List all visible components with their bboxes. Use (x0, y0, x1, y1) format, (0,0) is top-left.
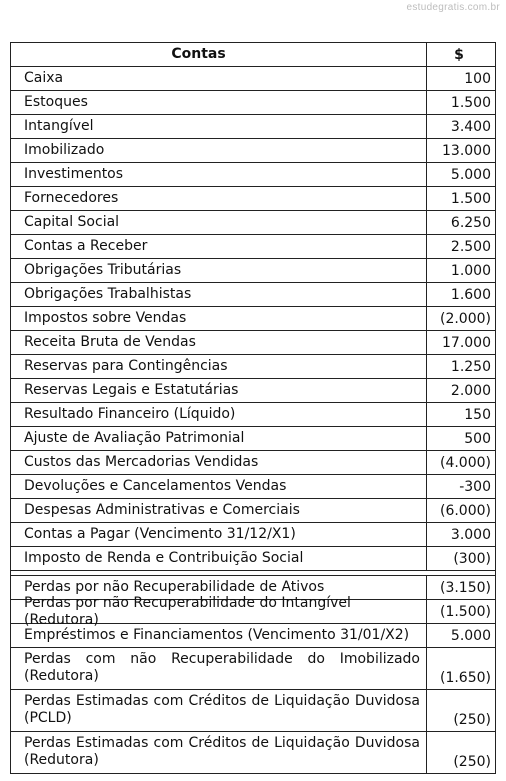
header-valor: $ (454, 46, 464, 63)
account-value: 5.000 (450, 166, 491, 183)
table-row (11, 163, 495, 187)
account-value: (6.000) (439, 502, 491, 519)
account-name (11, 235, 427, 258)
table-row (11, 187, 495, 211)
account-value: -300 (459, 478, 491, 495)
account-value: 13.000 (442, 142, 491, 159)
account-value: 3.000 (450, 526, 491, 543)
table-row (11, 648, 495, 690)
account-name-text: Imposto de Renda e Contribuição Social (24, 550, 304, 566)
account-value: 1.000 (450, 262, 491, 279)
account-name (11, 648, 427, 689)
account-value: 1.250 (450, 358, 491, 375)
table-row (11, 475, 495, 499)
account-name (11, 690, 427, 731)
account-name (11, 283, 427, 306)
account-name-text: Reservas para Contingências (24, 358, 228, 374)
account-name (11, 355, 427, 378)
account-value: 5.000 (450, 627, 491, 644)
account-value: 100 (464, 70, 491, 87)
account-name (11, 211, 427, 234)
account-name-text: Impostos sobre Vendas (24, 310, 187, 326)
table-row (11, 523, 495, 547)
table-row (11, 624, 495, 648)
table-row (11, 499, 495, 523)
account-name (11, 523, 427, 546)
account-name (11, 594, 427, 628)
table-row (11, 91, 495, 115)
account-value: 2.500 (450, 238, 491, 255)
account-value: 2.000 (450, 382, 491, 399)
account-name-text: Obrigações Trabalhistas (24, 286, 192, 302)
account-name-text: Ajuste de Avaliação Patrimonial (24, 430, 245, 446)
account-name-text: Perdas Estimadas com Créditos de Liquidação Duvidosa (Redutora) (24, 735, 420, 768)
account-name-text: Receita Bruta de Vendas (24, 334, 196, 350)
account-name-text: Perdas por não Recuperabilidade de Ativos (24, 579, 325, 595)
account-name-text: Contas a Pagar (Vencimento 31/12/X1) (24, 526, 296, 542)
table-row (11, 379, 495, 403)
account-name-text: Capital Social (24, 214, 120, 230)
account-name (11, 139, 427, 162)
account-name-text: Investimentos (24, 166, 124, 182)
account-name (11, 115, 427, 138)
table-row (11, 690, 495, 732)
account-value: 500 (464, 430, 491, 447)
account-value: (2.000) (439, 310, 491, 327)
account-name-text: Caixa (24, 70, 64, 86)
account-name-text: Custos das Mercadorias Vendidas (24, 454, 259, 470)
account-name-text: Resultado Financeiro (Líquido) (24, 406, 236, 422)
account-name (11, 259, 427, 282)
account-name-text: Estoques (24, 94, 88, 110)
account-value: 150 (464, 406, 491, 423)
table-row (11, 451, 495, 475)
account-name-text: Despesas Administrativas e Comerciais (24, 502, 300, 518)
account-value: (4.000) (439, 454, 491, 471)
account-name-text: Perdas Estimadas com Créditos de Liquidação Duvidosa (PCLD) (24, 693, 420, 726)
accounts-table (10, 42, 496, 774)
account-value: (250) (453, 754, 491, 770)
table-row (11, 547, 495, 571)
table-header (11, 43, 495, 67)
account-value: 1.500 (450, 190, 491, 207)
table-body-multiline (11, 648, 495, 774)
table-body-losses (11, 576, 495, 648)
account-value: (250) (453, 712, 491, 728)
table-row (11, 331, 495, 355)
account-name (11, 187, 427, 210)
account-name (11, 403, 427, 426)
account-name-text: Imobilizado (24, 142, 105, 158)
account-name (11, 307, 427, 330)
account-name (11, 547, 427, 570)
account-name-text: Perdas por não Recuperabilidade do Intangível (Redutora) (24, 594, 351, 628)
account-name-text: Devoluções e Cancelamentos Vendas (24, 478, 287, 494)
account-name-text: Obrigações Tributárias (24, 262, 182, 278)
account-name (11, 379, 427, 402)
table-row (11, 259, 495, 283)
account-name (11, 732, 427, 773)
account-name (11, 427, 427, 450)
account-value: (300) (453, 550, 491, 567)
account-value: 1.600 (450, 286, 491, 303)
account-value: (1.500) (439, 603, 491, 620)
account-name (11, 67, 427, 90)
account-name-text: Empréstimos e Financiamentos (Vencimento 31/01/X2) (24, 627, 410, 643)
table-row (11, 427, 495, 451)
account-name-text: Perdas com não Recuperabilidade do Imobilizado (Redutora) (24, 651, 420, 684)
account-name-text: Fornecedores (24, 190, 119, 206)
account-name (11, 475, 427, 498)
table-row (11, 403, 495, 427)
account-name (11, 91, 427, 114)
table-row (11, 732, 495, 774)
table-row (11, 115, 495, 139)
account-value: 17.000 (442, 334, 491, 351)
account-value: 1.500 (450, 94, 491, 111)
account-name (11, 451, 427, 474)
table-row (11, 67, 495, 91)
table-row (11, 211, 495, 235)
account-value: (3.150) (439, 579, 491, 596)
table-row (11, 283, 495, 307)
account-name (11, 624, 427, 647)
account-value: 3.400 (450, 118, 491, 135)
table-row (11, 355, 495, 379)
account-name-text: Intangível (24, 118, 94, 134)
account-value: 6.250 (450, 214, 491, 231)
table-row (11, 594, 495, 628)
table-body-main (11, 67, 495, 571)
account-name-text: Contas a Receber (24, 238, 148, 254)
account-name-text: Reservas Legais e Estatutárias (24, 382, 239, 398)
account-name (11, 331, 427, 354)
table-row (11, 235, 495, 259)
table-row (11, 139, 495, 163)
watermark: estudegratis.com.br (406, 2, 500, 13)
header-contas: Contas (11, 43, 427, 66)
account-value: (1.650) (439, 670, 491, 686)
account-name (11, 163, 427, 186)
account-name (11, 499, 427, 522)
table-row (11, 307, 495, 331)
